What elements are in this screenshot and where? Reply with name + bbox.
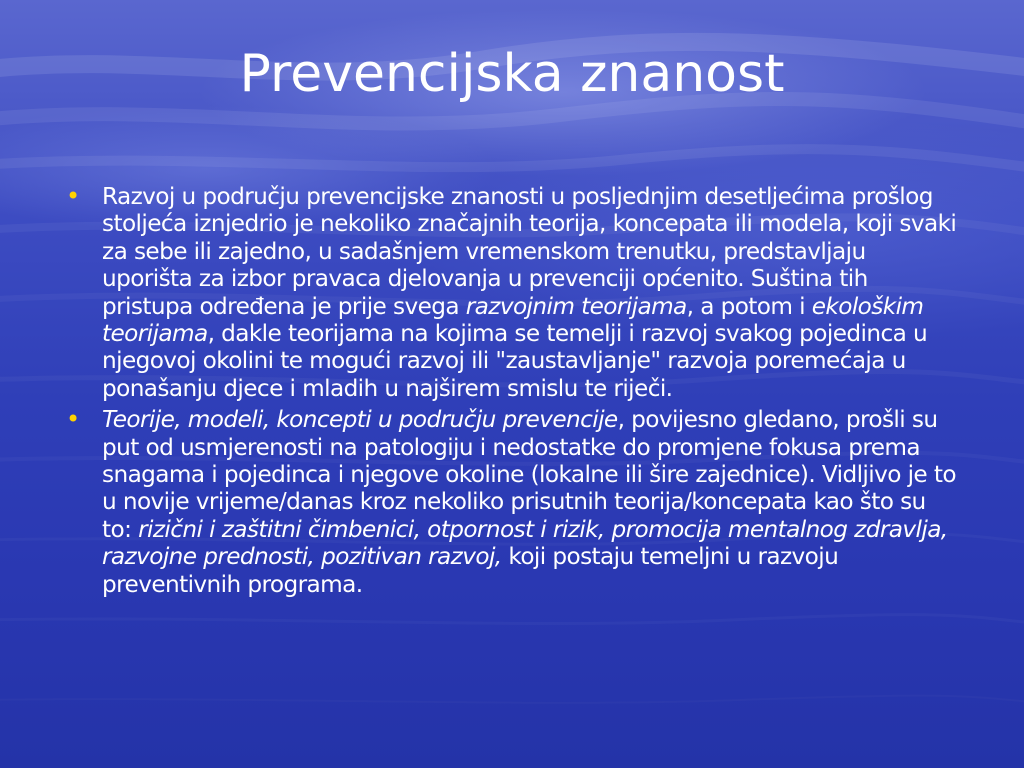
bullet-item xyxy=(60,406,960,598)
bullet-text-run: , dakle teorijama na kojima se temelji i razvoj svakog pojedinca u njegovoj okolini te mogući razvoj ili "zaustavljanje" razvoja poremećaja u ponašanju djece i mladih u najširem smislu te riječi. xyxy=(102,320,928,402)
bullet-text-run: , a potom i xyxy=(686,292,812,320)
bullet-item xyxy=(60,183,960,402)
bullet-text-run-italic: Teorije, modeli, koncepti u području prevencije xyxy=(102,406,618,434)
bullet-text-run-italic: razvojnim teorijama xyxy=(465,292,687,320)
bullet-text-run: , povijesno gledano, prošli su put od usmjerenosti na patologiju i nedostatke do promjene fokusa prema snagama i pojedinca i njegove okoline (lokalne ili šire zajednice). Vidljivo je to u novije vrijeme/danas kroz nekoliko prisutnih teorija/koncepata kao što su to: xyxy=(102,406,956,543)
bullet-text-run-italic: rizični i zaštitni čimbenici, otpornost i rizik, promocija mentalnog zdravlja, razvojne prednosti, pozitivan razvoj, xyxy=(102,515,948,571)
slide-title: Prevencijska znanost xyxy=(239,44,785,104)
bullet-dot-icon: • xyxy=(66,182,80,210)
bullet-list xyxy=(60,183,960,602)
bullet-text-run-italic: ekološkim teorijama xyxy=(102,292,924,348)
bullet-text-run: koji postaju temeljni u razvoju preventivnih programa. xyxy=(102,543,839,598)
bullet-dot-icon: • xyxy=(66,405,80,434)
bullet-text-run: Razvoj u području prevencijske znanosti u posljednjim desetljećima prošlog stoljeća iznjedrio je nekoliko značajnih teorija, koncepata ili modela, koji svaki za sebe ili zajedno, u sadašnjem vremenskom trenutku, predstavljaju uporišta za izbor pravaca djelovanja u prevenciji općenito. Suština tih pristupa određena je prije svega xyxy=(102,183,957,320)
